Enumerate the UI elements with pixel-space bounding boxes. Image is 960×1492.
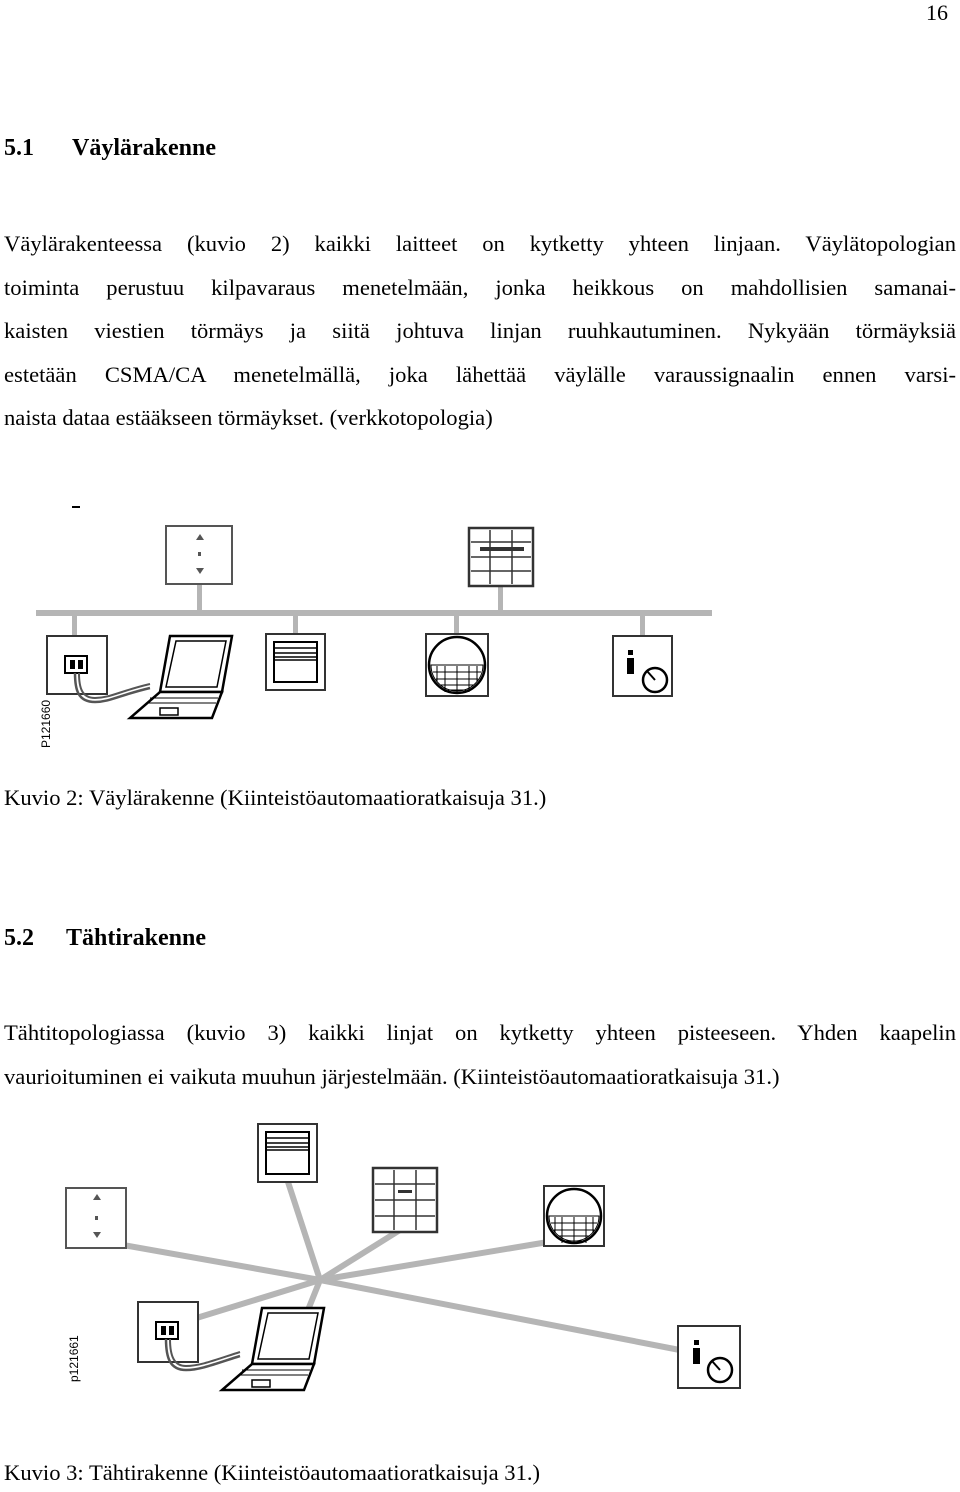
paragraph-line: Väylärakenteessa (kuvio 2) kaikki laitteet on kytketty yhteen linjaan. Väylätopologian: [4, 231, 956, 256]
window-blind-icon: [258, 1124, 317, 1182]
laptop-icon: [222, 1308, 324, 1390]
figure-2-caption: Kuvio 2: Väylärakenne (Kiinteistöautomaatioratkaisuja 31.): [4, 785, 547, 810]
paragraph-line: kaisten viestien törmäys ja siitä johtuva linjan ruuhkautuminen. Nykyään törmäyksiä: [4, 318, 956, 343]
bus-line: [36, 610, 712, 616]
section-heading-5-2: [4, 925, 206, 952]
bus-topology-figure: [0, 490, 960, 760]
section-title: Tähtirakenne: [66, 925, 207, 951]
blind-switch-icon: [166, 526, 232, 584]
keypad-icon: [373, 1168, 437, 1232]
page-number: 16: [926, 0, 948, 25]
figure-3-caption: Kuvio 3: Tähtirakenne (Kiinteistöautomaatioratkaisuja 31.): [4, 1460, 541, 1485]
motion-sensor-icon: [426, 634, 488, 696]
section-5-1-paragraph: [4, 222, 956, 440]
figure-code: p121661: [67, 1335, 81, 1382]
thermostat-icon: [678, 1326, 740, 1388]
figure-code: P121660: [39, 699, 53, 748]
section-number: 5.2: [4, 925, 34, 951]
laptop-icon: [130, 636, 232, 718]
paragraph-line: Tähtitopologiassa (kuvio 3) kaikki linjat on kytketty yhteen pisteeseen. Yhden kaapelin: [4, 1020, 956, 1045]
section-5-2-paragraph: [4, 1011, 956, 1098]
section-heading-5-1: [4, 135, 216, 162]
keypad-icon: [469, 528, 533, 586]
socket-icon: [47, 636, 150, 702]
section-number: 5.1: [4, 135, 34, 161]
motion-sensor-icon: [544, 1186, 604, 1246]
thermostat-icon: [613, 636, 672, 696]
paragraph-line: toiminta perustuu kilpavaraus menetelmään, jonka heikkous on mahdollisien samanai-: [4, 274, 956, 300]
paragraph-line: vaurioituminen ei vaikuta muuhun järjestelmään. (Kiinteistöautomaatioratkaisuja 31.): [4, 1063, 780, 1089]
window-blind-icon: [266, 634, 325, 690]
star-topology-figure: [0, 1120, 960, 1440]
paragraph-line: estetään CSMA/CA menetelmällä, joka lähettää väylälle varaussignaalin ennen varsi-: [4, 361, 956, 387]
blind-switch-icon: [66, 1188, 126, 1248]
paragraph-line: naista dataa estääkseen törmäykset. (verkkotopologia): [4, 405, 493, 430]
section-title: Väylärakenne: [72, 135, 216, 161]
